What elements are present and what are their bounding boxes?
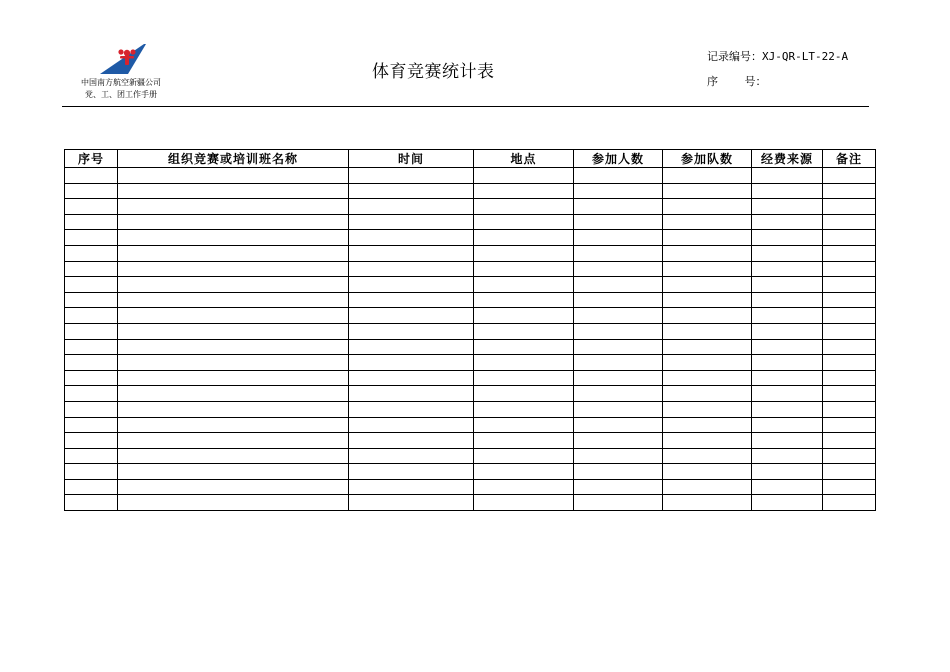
table-cell[interactable] [349,401,474,417]
table-cell[interactable] [474,183,574,199]
record-number: 记录编号：XJ-QR-LT-22-A [707,50,849,63]
table-cell[interactable] [474,168,574,184]
table-cell[interactable] [663,401,752,417]
table-cell[interactable] [474,199,574,215]
table-cell[interactable] [663,370,752,386]
table-cell[interactable] [65,323,118,339]
table-cell[interactable] [663,386,752,402]
table-cell[interactable] [823,464,876,480]
table-cell[interactable] [118,401,349,417]
table-cell[interactable] [752,261,823,277]
table-cell[interactable] [663,277,752,293]
table-row [65,292,876,308]
table-cell[interactable] [752,386,823,402]
table-cell[interactable] [663,417,752,433]
table-cell[interactable] [574,495,663,511]
table-cell[interactable] [823,199,876,215]
table-row [65,433,876,449]
table-cell[interactable] [823,433,876,449]
table-cell[interactable] [349,277,474,293]
table-cell[interactable] [574,401,663,417]
table-cell[interactable] [474,448,574,464]
table-cell[interactable] [65,479,118,495]
table-cell[interactable] [474,308,574,324]
table-cell[interactable] [663,464,752,480]
table-cell[interactable] [574,370,663,386]
table-cell[interactable] [349,183,474,199]
table-cell[interactable] [823,339,876,355]
table-cell[interactable] [118,479,349,495]
table-cell[interactable] [118,339,349,355]
table-cell[interactable] [823,417,876,433]
table-cell[interactable] [823,308,876,324]
column-header: 序号 [65,150,118,168]
table-cell[interactable] [65,417,118,433]
table-cell[interactable] [65,245,118,261]
table-cell[interactable] [823,230,876,246]
table-cell[interactable] [663,448,752,464]
table-cell[interactable] [823,355,876,371]
table-row [65,168,876,184]
table-cell[interactable] [752,214,823,230]
table-cell[interactable] [823,292,876,308]
column-header: 地点 [474,150,574,168]
column-header: 组织竞赛或培训班名称 [118,150,349,168]
table-cell[interactable] [349,214,474,230]
table-cell[interactable] [823,386,876,402]
table-row [65,355,876,371]
table-cell[interactable] [474,386,574,402]
table-cell[interactable] [65,464,118,480]
table-cell[interactable] [65,386,118,402]
column-header: 经费来源 [752,150,823,168]
table-cell[interactable] [823,245,876,261]
table-cell[interactable] [118,261,349,277]
table-cell[interactable] [823,370,876,386]
table-cell[interactable] [663,308,752,324]
table-cell[interactable] [663,214,752,230]
table-cell[interactable] [663,433,752,449]
table-cell[interactable] [65,495,118,511]
table-cell[interactable] [574,339,663,355]
table-cell[interactable] [663,261,752,277]
table-cell[interactable] [823,323,876,339]
table-cell[interactable] [474,355,574,371]
table-cell[interactable] [65,292,118,308]
table-cell[interactable] [752,433,823,449]
table-cell[interactable] [118,292,349,308]
table-cell[interactable] [474,417,574,433]
table-cell[interactable] [474,230,574,246]
table-cell[interactable] [349,355,474,371]
table-row [65,308,876,324]
table-cell[interactable] [823,261,876,277]
table-cell[interactable] [349,168,474,184]
table-cell[interactable] [823,495,876,511]
table-cell[interactable] [65,230,118,246]
table-cell[interactable] [752,448,823,464]
sports-competition-table [64,149,876,511]
table-cell[interactable] [349,230,474,246]
table-cell[interactable] [118,417,349,433]
table-header-row [65,150,876,168]
table-cell[interactable] [663,292,752,308]
table-row [65,464,876,480]
table-cell[interactable] [574,183,663,199]
table-cell[interactable] [663,199,752,215]
table-cell[interactable] [118,199,349,215]
column-header: 备注 [823,150,876,168]
table-cell[interactable] [118,355,349,371]
table-cell[interactable] [574,245,663,261]
table-cell[interactable] [349,323,474,339]
table-cell[interactable] [118,433,349,449]
table-cell[interactable] [574,323,663,339]
table-cell[interactable] [65,448,118,464]
table-row [65,417,876,433]
table-cell[interactable] [349,495,474,511]
table-cell[interactable] [574,386,663,402]
table-cell[interactable] [574,355,663,371]
table-cell[interactable] [752,277,823,293]
table-cell[interactable] [752,464,823,480]
table-cell[interactable] [474,339,574,355]
company-line: 中国南方航空新疆公司 [81,78,161,87]
table-cell[interactable] [823,168,876,184]
table-cell[interactable] [349,464,474,480]
table-cell[interactable] [65,308,118,324]
table-cell[interactable] [663,495,752,511]
table-cell[interactable] [349,245,474,261]
table-cell[interactable] [349,433,474,449]
table-cell[interactable] [823,401,876,417]
table-cell[interactable] [349,479,474,495]
table-cell[interactable] [474,277,574,293]
company-name [66,77,176,101]
table-cell[interactable] [474,261,574,277]
table-cell[interactable] [752,479,823,495]
table-cell[interactable] [574,479,663,495]
table-cell[interactable] [752,417,823,433]
table-cell[interactable] [474,370,574,386]
table-row [65,339,876,355]
table-row [65,245,876,261]
table-cell[interactable] [574,433,663,449]
table-cell[interactable] [752,230,823,246]
table-cell[interactable] [752,168,823,184]
table-cell[interactable] [752,308,823,324]
table-row [65,214,876,230]
table-cell[interactable] [349,308,474,324]
table-cell[interactable] [118,448,349,464]
table-cell[interactable] [349,448,474,464]
table-cell[interactable] [118,183,349,199]
table-cell[interactable] [65,199,118,215]
table-cell[interactable] [65,433,118,449]
table-cell[interactable] [474,495,574,511]
table-row [65,495,876,511]
table-row [65,370,876,386]
table-cell[interactable] [752,355,823,371]
table-cell[interactable] [474,401,574,417]
header-divider [62,106,869,107]
table-cell[interactable] [118,464,349,480]
table-cell[interactable] [349,417,474,433]
table-cell[interactable] [823,214,876,230]
table-cell[interactable] [65,339,118,355]
table-cell[interactable] [663,479,752,495]
table-cell[interactable] [823,479,876,495]
table-cell[interactable] [474,464,574,480]
column-header: 参加队数 [663,150,752,168]
table-row [65,183,876,199]
table-cell[interactable] [118,495,349,511]
table-cell[interactable] [574,230,663,246]
table-cell[interactable] [349,261,474,277]
table-cell[interactable] [474,245,574,261]
table-row [65,323,876,339]
table-cell[interactable] [474,292,574,308]
table-cell[interactable] [474,433,574,449]
table-cell[interactable] [118,386,349,402]
table-cell[interactable] [752,292,823,308]
table-cell[interactable] [65,214,118,230]
table-cell[interactable] [752,339,823,355]
table-cell[interactable] [65,183,118,199]
company-line: 党、工、团工作手册 [85,90,157,99]
table-cell[interactable] [474,479,574,495]
table-cell[interactable] [118,214,349,230]
table-cell[interactable] [663,245,752,261]
table-cell[interactable] [118,323,349,339]
table-cell[interactable] [752,370,823,386]
table-cell[interactable] [663,168,752,184]
table-row [65,448,876,464]
table-row [65,277,876,293]
table-cell[interactable] [574,261,663,277]
table-cell[interactable] [349,199,474,215]
table-cell[interactable] [574,448,663,464]
table-cell[interactable] [574,168,663,184]
table-cell[interactable] [574,292,663,308]
table-row [65,401,876,417]
table-row [65,386,876,402]
table-cell[interactable] [349,292,474,308]
table-cell[interactable] [574,464,663,480]
table-cell[interactable] [574,199,663,215]
table-cell[interactable] [823,277,876,293]
table-cell[interactable] [752,495,823,511]
table-cell[interactable] [474,323,574,339]
table-cell[interactable] [663,323,752,339]
table-cell[interactable] [823,183,876,199]
table-cell[interactable] [118,230,349,246]
table-cell[interactable] [752,199,823,215]
table-cell[interactable] [752,401,823,417]
table-cell[interactable] [663,230,752,246]
table-cell[interactable] [752,323,823,339]
table-cell[interactable] [752,183,823,199]
table-cell[interactable] [65,355,118,371]
serial-number: 序 号： [707,75,767,88]
table-cell[interactable] [118,245,349,261]
table-cell[interactable] [823,448,876,464]
table-cell[interactable] [65,401,118,417]
table-cell[interactable] [663,339,752,355]
table-cell[interactable] [752,245,823,261]
table-cell[interactable] [474,214,574,230]
table-row [65,261,876,277]
table-cell[interactable] [349,386,474,402]
table-cell[interactable] [663,355,752,371]
page-title: 体育竞赛统计表 [372,62,495,82]
table-cell[interactable] [65,168,118,184]
table-cell[interactable] [574,417,663,433]
table-row [65,199,876,215]
china-southern-logo-icon [98,42,146,74]
table-cell[interactable] [663,183,752,199]
table-row [65,230,876,246]
table-cell[interactable] [118,308,349,324]
column-header: 参加人数 [574,150,663,168]
table-cell[interactable] [574,214,663,230]
table-cell[interactable] [65,277,118,293]
table-cell[interactable] [349,370,474,386]
table-cell[interactable] [65,261,118,277]
table-cell[interactable] [118,168,349,184]
table-cell[interactable] [65,370,118,386]
column-header: 时间 [349,150,474,168]
table-row [65,479,876,495]
table-cell[interactable] [118,277,349,293]
table-cell[interactable] [574,308,663,324]
table-cell[interactable] [118,370,349,386]
table-cell[interactable] [574,277,663,293]
table-cell[interactable] [349,339,474,355]
